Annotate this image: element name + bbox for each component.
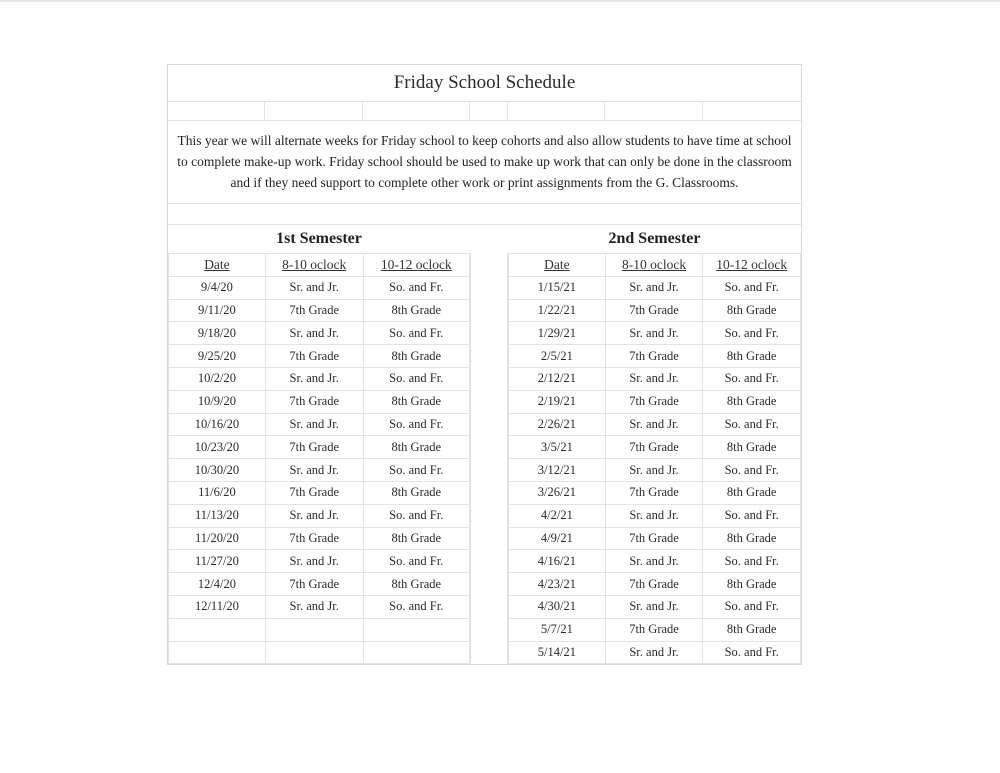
slot-8-10-cell: Sr. and Jr. (605, 595, 703, 618)
table-row (509, 527, 801, 550)
date-cell: 11/6/20 (169, 481, 266, 504)
schedule-tables (168, 253, 801, 664)
slot-10-12-cell: So. and Fr. (703, 367, 801, 390)
slot-10-12-cell: So. and Fr. (703, 413, 801, 436)
slot-10-12-cell: So. and Fr. (363, 595, 469, 618)
date-cell: 9/4/20 (169, 276, 266, 299)
table-row (169, 573, 470, 596)
slot-8-10-cell: 7th Grade (265, 527, 363, 550)
table-header-row (169, 254, 470, 277)
semester2-table (508, 253, 801, 664)
date-cell: 4/30/21 (509, 595, 606, 618)
table-header-row (509, 254, 801, 277)
semester2-body (509, 276, 801, 664)
date-cell: 12/11/20 (169, 595, 266, 618)
date-cell: 3/5/21 (509, 436, 606, 459)
page-title: Friday School Schedule (168, 65, 801, 102)
table-row (509, 459, 801, 482)
date-cell: 4/16/21 (509, 550, 606, 573)
slot-10-12-cell: So. and Fr. (363, 550, 469, 573)
date-cell (169, 641, 266, 664)
table-row (169, 322, 470, 345)
scan-edge (0, 0, 1000, 2)
slot-8-10-cell: 7th Grade (265, 390, 363, 413)
slot-10-12-cell: 8th Grade (363, 481, 469, 504)
date-cell: 1/22/21 (509, 299, 606, 322)
column-header-8-10: 8-10 oclock (605, 254, 703, 277)
column-header-10-12: 10-12 oclock (363, 254, 469, 277)
table-row (169, 504, 470, 527)
table-row (169, 390, 470, 413)
slot-10-12-cell: 8th Grade (363, 527, 469, 550)
column-header-10-12: 10-12 oclock (703, 254, 801, 277)
slot-8-10-cell: Sr. and Jr. (605, 413, 703, 436)
semester1-title: 1st Semester (276, 230, 362, 247)
slot-10-12-cell: So. and Fr. (363, 504, 469, 527)
semester-headings (168, 225, 801, 253)
table-row (509, 550, 801, 573)
date-cell: 5/7/21 (509, 618, 606, 641)
table-row (509, 641, 801, 664)
slot-10-12-cell (363, 618, 469, 641)
date-cell: 4/23/21 (509, 573, 606, 596)
date-cell: 2/26/21 (509, 413, 606, 436)
slot-10-12-cell (363, 641, 469, 664)
slot-8-10-cell: Sr. and Jr. (265, 276, 363, 299)
date-cell (169, 618, 266, 641)
slot-10-12-cell: So. and Fr. (703, 322, 801, 345)
date-cell: 4/9/21 (509, 527, 606, 550)
date-cell: 1/29/21 (509, 322, 606, 345)
intro-paragraph: This year we will alternate weeks for Friday school to keep cohorts and also allow students to have time at school to complete make-up work. Friday school should be used to make up work that can only be done in the classroom and if they need support to complete other work or print assignments from the G. Classrooms. (168, 121, 801, 204)
date-cell: 11/13/20 (169, 504, 266, 527)
semester1-body (169, 276, 470, 664)
table-row (169, 367, 470, 390)
schedule-sheet (167, 64, 802, 665)
table-row (169, 436, 470, 459)
table-row (509, 345, 801, 368)
slot-8-10-cell: 7th Grade (265, 481, 363, 504)
blank-row (168, 102, 801, 121)
slot-10-12-cell: So. and Fr. (703, 641, 801, 664)
slot-10-12-cell: 8th Grade (703, 618, 801, 641)
date-cell: 2/12/21 (509, 367, 606, 390)
column-header-date: Date (169, 254, 266, 277)
slot-8-10-cell: 7th Grade (265, 436, 363, 459)
slot-10-12-cell: 8th Grade (363, 390, 469, 413)
slot-8-10-cell: Sr. and Jr. (605, 276, 703, 299)
slot-8-10-cell: 7th Grade (265, 573, 363, 596)
slot-8-10-cell: Sr. and Jr. (265, 550, 363, 573)
table-row (169, 527, 470, 550)
slot-10-12-cell: So. and Fr. (363, 322, 469, 345)
table-row (509, 322, 801, 345)
slot-8-10-cell: Sr. and Jr. (605, 504, 703, 527)
slot-10-12-cell: 8th Grade (703, 299, 801, 322)
table-row (169, 618, 470, 641)
table-row (509, 413, 801, 436)
table-row (509, 573, 801, 596)
table-row (509, 367, 801, 390)
slot-8-10-cell: Sr. and Jr. (265, 367, 363, 390)
date-cell: 11/20/20 (169, 527, 266, 550)
column-header-date: Date (509, 254, 606, 277)
table-row (169, 345, 470, 368)
column-header-8-10: 8-10 oclock (265, 254, 363, 277)
table-row (169, 459, 470, 482)
date-cell: 2/5/21 (509, 345, 606, 368)
semester1-table (168, 253, 470, 664)
date-cell: 2/19/21 (509, 390, 606, 413)
slot-8-10-cell: Sr. and Jr. (605, 641, 703, 664)
date-cell: 10/2/20 (169, 367, 266, 390)
slot-8-10-cell: 7th Grade (605, 345, 703, 368)
date-cell: 9/18/20 (169, 322, 266, 345)
slot-10-12-cell: So. and Fr. (703, 459, 801, 482)
date-cell: 10/23/20 (169, 436, 266, 459)
table-row (509, 276, 801, 299)
date-cell: 3/12/21 (509, 459, 606, 482)
table-row (509, 504, 801, 527)
slot-8-10-cell: 7th Grade (605, 481, 703, 504)
slot-8-10-cell: 7th Grade (265, 345, 363, 368)
date-cell: 5/14/21 (509, 641, 606, 664)
table-row (169, 641, 470, 664)
spacer-row (168, 204, 801, 225)
slot-8-10-cell: 7th Grade (605, 299, 703, 322)
slot-10-12-cell: 8th Grade (703, 390, 801, 413)
table-row (509, 299, 801, 322)
date-cell: 3/26/21 (509, 481, 606, 504)
slot-8-10-cell: Sr. and Jr. (265, 459, 363, 482)
slot-10-12-cell: So. and Fr. (363, 276, 469, 299)
slot-10-12-cell: 8th Grade (703, 527, 801, 550)
table-row (509, 618, 801, 641)
slot-10-12-cell: So. and Fr. (703, 504, 801, 527)
table-row (169, 413, 470, 436)
date-cell: 11/27/20 (169, 550, 266, 573)
date-cell: 9/25/20 (169, 345, 266, 368)
slot-10-12-cell: So. and Fr. (703, 595, 801, 618)
table-row (509, 390, 801, 413)
slot-8-10-cell: Sr. and Jr. (265, 413, 363, 436)
slot-8-10-cell: 7th Grade (265, 299, 363, 322)
slot-8-10-cell: Sr. and Jr. (605, 367, 703, 390)
table-row (169, 299, 470, 322)
slot-8-10-cell: Sr. and Jr. (265, 504, 363, 527)
table-row (169, 550, 470, 573)
semester2-title: 2nd Semester (608, 230, 701, 247)
slot-8-10-cell: Sr. and Jr. (605, 322, 703, 345)
slot-8-10-cell: Sr. and Jr. (605, 550, 703, 573)
slot-8-10-cell: 7th Grade (605, 436, 703, 459)
table-row (169, 481, 470, 504)
table-row (169, 595, 470, 618)
semester-gap (470, 253, 508, 664)
slot-8-10-cell: 7th Grade (605, 618, 703, 641)
slot-10-12-cell: So. and Fr. (363, 413, 469, 436)
slot-10-12-cell: 8th Grade (703, 481, 801, 504)
slot-8-10-cell: Sr. and Jr. (605, 459, 703, 482)
date-cell: 10/30/20 (169, 459, 266, 482)
date-cell: 4/2/21 (509, 504, 606, 527)
slot-10-12-cell: So. and Fr. (703, 550, 801, 573)
slot-8-10-cell: 7th Grade (605, 573, 703, 596)
slot-10-12-cell: 8th Grade (363, 436, 469, 459)
slot-10-12-cell: So. and Fr. (703, 276, 801, 299)
slot-8-10-cell: Sr. and Jr. (265, 322, 363, 345)
table-row (509, 481, 801, 504)
date-cell: 10/9/20 (169, 390, 266, 413)
slot-8-10-cell: 7th Grade (605, 527, 703, 550)
slot-10-12-cell: 8th Grade (363, 299, 469, 322)
table-row (509, 595, 801, 618)
slot-10-12-cell: 8th Grade (703, 573, 801, 596)
date-cell: 10/16/20 (169, 413, 266, 436)
date-cell: 9/11/20 (169, 299, 266, 322)
slot-10-12-cell: 8th Grade (363, 345, 469, 368)
slot-10-12-cell: So. and Fr. (363, 459, 469, 482)
slot-10-12-cell: 8th Grade (703, 436, 801, 459)
slot-8-10-cell: 7th Grade (605, 390, 703, 413)
slot-10-12-cell: 8th Grade (703, 345, 801, 368)
slot-10-12-cell: So. and Fr. (363, 367, 469, 390)
slot-10-12-cell: 8th Grade (363, 573, 469, 596)
slot-8-10-cell: Sr. and Jr. (265, 595, 363, 618)
slot-8-10-cell (265, 641, 363, 664)
table-row (509, 436, 801, 459)
date-cell: 12/4/20 (169, 573, 266, 596)
table-row (169, 276, 470, 299)
date-cell: 1/15/21 (509, 276, 606, 299)
slot-8-10-cell (265, 618, 363, 641)
